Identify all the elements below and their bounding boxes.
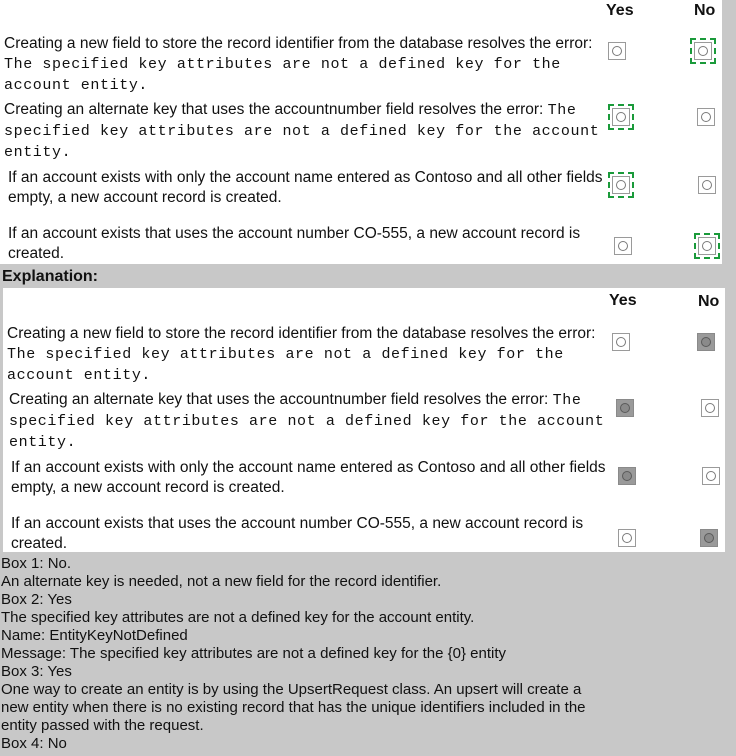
statement-3-text: If an account exists with only the account name entered as Contoso and all other fields empty, a new account record is created.: [8, 169, 603, 206]
answer-3-no-radio: [702, 467, 720, 485]
note-line: Message: The specified key attributes are not a defined key for the {0} entity: [1, 645, 507, 662]
statement-2-yes-radio[interactable]: [612, 108, 630, 126]
statement-1-yes-radio[interactable]: [608, 42, 626, 60]
answer-panel: [3, 288, 725, 552]
answer-1-no-radio-selected: [697, 333, 715, 351]
note-line: One way to create an entity is by using the UpsertRequest class. An upsert will create a: [1, 681, 582, 698]
statement-1-no-radio[interactable]: [694, 42, 712, 60]
statement-2: [4, 100, 604, 163]
answer-statement-3-text: If an account exists with only the account name entered as Contoso and all other fields empty, a new account record is created.: [11, 459, 606, 496]
statement-3-no-radio[interactable]: [698, 176, 716, 194]
statement-3: [8, 168, 604, 208]
question-panel: [0, 0, 722, 264]
explanation-notes: [1, 555, 711, 753]
answer-2-yes-radio-selected: [616, 399, 634, 417]
note-line: entity passed with the request.: [1, 717, 204, 734]
note-line: The specified key attributes are not a defined key for the account entity.: [1, 609, 475, 626]
note-line: An alternate key is needed, not a new field for the record identifier.: [1, 573, 442, 590]
statement-1-text: Creating a new field to store the record identifier from the database resolves the error:: [4, 35, 593, 52]
statement-4-text: If an account exists that uses the account number CO-555, a new account record is created.: [8, 225, 581, 262]
statement-1-code: The specified key attributes are not a defined key for the account entity.: [4, 56, 561, 94]
answer-statement-4: [11, 514, 607, 554]
no-column-header: No: [694, 2, 716, 19]
note-line: new entity when there is no existing record that has the unique identifiers included in the: [1, 699, 586, 716]
yes-column-header: Yes: [606, 2, 634, 19]
answer-statement-1: [7, 324, 607, 386]
answer-statement-1-code: The specified key attributes are not a defined key for the account entity.: [7, 346, 564, 384]
answer-4-yes-radio: [618, 529, 636, 547]
answer-2-no-radio: [701, 399, 719, 417]
note-line: Box 4: No: [1, 735, 67, 752]
answer-statement-2: [9, 390, 607, 453]
note-line: Box 1: No.: [1, 555, 72, 572]
statement-2-text: Creating an alternate key that uses the accountnumber field resolves the error:: [4, 101, 544, 118]
statement-2-no-radio[interactable]: [697, 108, 715, 126]
statement-2-code: The specified key attributes are not a defined key for the account entity.: [4, 102, 600, 161]
note-line: Box 2: Yes: [1, 591, 72, 608]
statement-4: [8, 224, 604, 264]
answer-4-no-radio-selected: [700, 529, 718, 547]
answer-1-yes-radio: [612, 333, 630, 351]
answer-no-column-header: No: [698, 293, 720, 310]
answer-statement-1-text: Creating a new field to store the record identifier from the database resolves the error:: [7, 325, 596, 342]
explanation-label: Explanation:: [2, 268, 99, 285]
statement-4-yes-radio[interactable]: [614, 237, 632, 255]
answer-statement-3: [11, 458, 607, 498]
answer-3-yes-radio-selected: [618, 467, 636, 485]
statement-3-yes-radio[interactable]: [612, 176, 630, 194]
statement-1: [4, 34, 604, 96]
answer-statement-2-code: The specified key attributes are not a defined key for the account entity.: [9, 392, 605, 451]
answer-statement-2-text: Creating an alternate key that uses the accountnumber field resolves the error:: [9, 391, 549, 408]
statement-4-no-radio[interactable]: [698, 237, 716, 255]
note-line: Name: EntityKeyNotDefined: [1, 627, 188, 644]
answer-yes-column-header: Yes: [609, 292, 637, 309]
answer-statement-4-text: If an account exists that uses the account number CO-555, a new account record is created.: [11, 515, 584, 552]
note-line: Box 3: Yes: [1, 663, 72, 680]
